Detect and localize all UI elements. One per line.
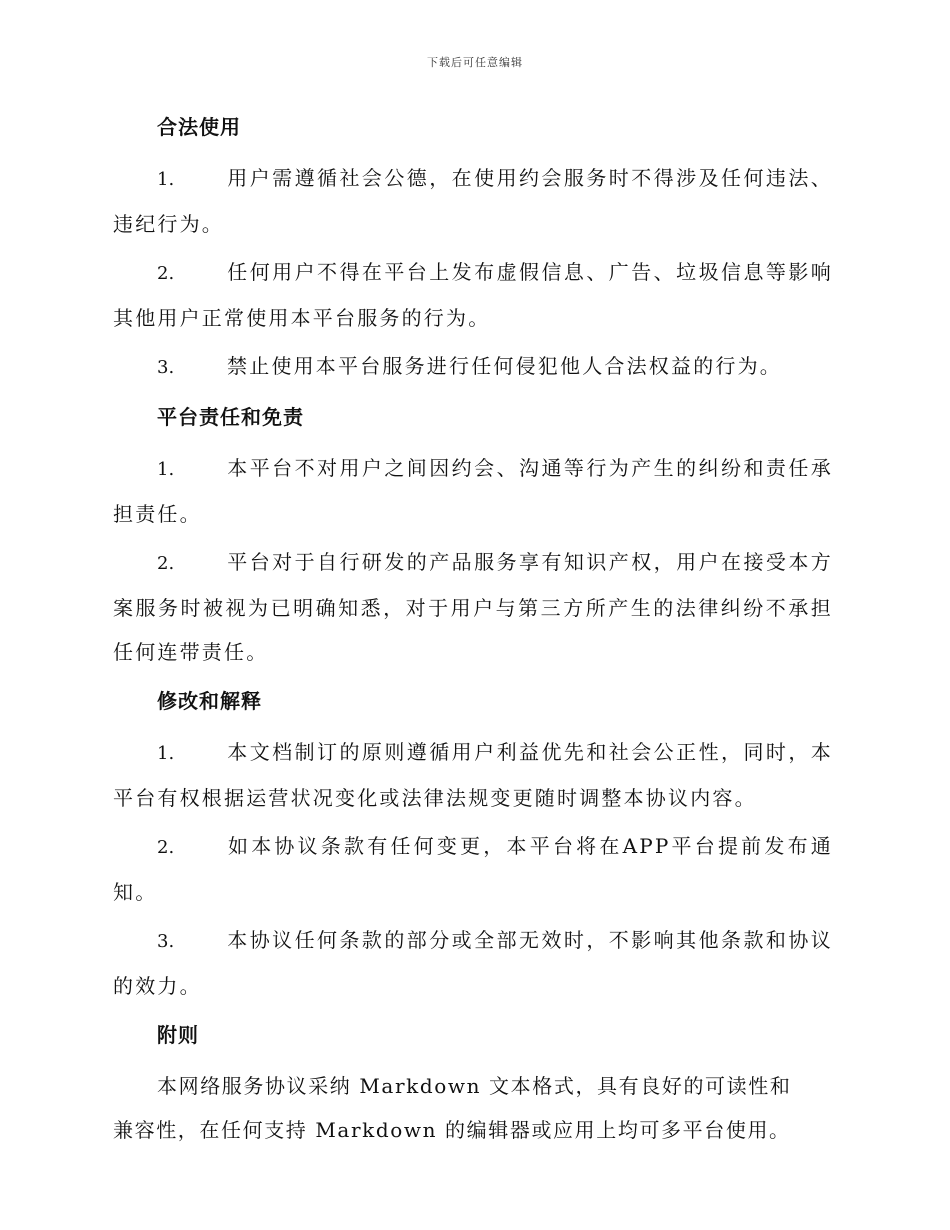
item-number: 1. <box>157 743 175 764</box>
list-item <box>113 344 833 390</box>
list-item <box>113 730 833 820</box>
page-header-note: 下载后可任意编辑 <box>427 56 523 69</box>
item-number: 1. <box>157 169 175 190</box>
section-heading: 附则 <box>157 1023 199 1047</box>
list-item <box>113 918 833 1008</box>
section-heading: 修改和解释 <box>157 689 262 713</box>
list-item <box>113 446 833 536</box>
item-number: 3. <box>157 931 175 952</box>
paragraph: 本网络服务协议采纳 Markdown 文本格式，具有良好的可读性和兼容性，在任何支持 Markdown 的编辑器或应用上均可多平台使用。 <box>113 1074 792 1142</box>
document-body <box>113 100 833 1152</box>
item-text: 本协议任何条款的部分或全部无效时，不影响其他条款和协议的效力。 <box>113 928 833 998</box>
section-heading: 平台责任和免责 <box>157 405 304 429</box>
section-amendment <box>113 686 833 1008</box>
section-heading: 合法使用 <box>157 115 241 139</box>
item-text: 本平台不对用户之间因约会、沟通等行为产生的纠纷和责任承担责任。 <box>113 456 833 526</box>
list-item <box>113 250 833 340</box>
section-supplementary <box>113 1020 833 1152</box>
item-text: 用户需遵循社会公德，在使用约会服务时不得涉及任何违法、违纪行为。 <box>113 166 833 236</box>
list-item <box>113 156 833 246</box>
item-text: 任何用户不得在平台上发布虚假信息、广告、垃圾信息等影响其他用户正常使用本平台服务的行为。 <box>113 260 833 330</box>
item-text: 如本协议条款有任何变更，本平台将在APP平台提前发布通知。 <box>113 834 833 904</box>
item-text: 禁止使用本平台服务进行任何侵犯他人合法权益的行为。 <box>227 354 782 378</box>
item-number: 2. <box>157 263 175 284</box>
item-text: 本文档制订的原则遵循用户利益优先和社会公正性，同时，本平台有权根据运营状况变化或法律法规变更随时调整本协议内容。 <box>113 740 833 810</box>
list-item <box>113 540 833 674</box>
list-item <box>113 824 833 914</box>
item-number: 1. <box>157 459 175 480</box>
section-lawful-use <box>113 112 833 390</box>
section-platform-liability <box>113 402 833 674</box>
item-number: 2. <box>157 553 175 574</box>
item-number: 3. <box>157 357 175 378</box>
item-text: 平台对于自行研发的产品服务享有知识产权，用户在接受本方案服务时被视为已明确知悉，对于用户与第三方所产生的法律纠纷不承担任何连带责任。 <box>113 550 833 664</box>
item-number: 2. <box>157 837 175 858</box>
